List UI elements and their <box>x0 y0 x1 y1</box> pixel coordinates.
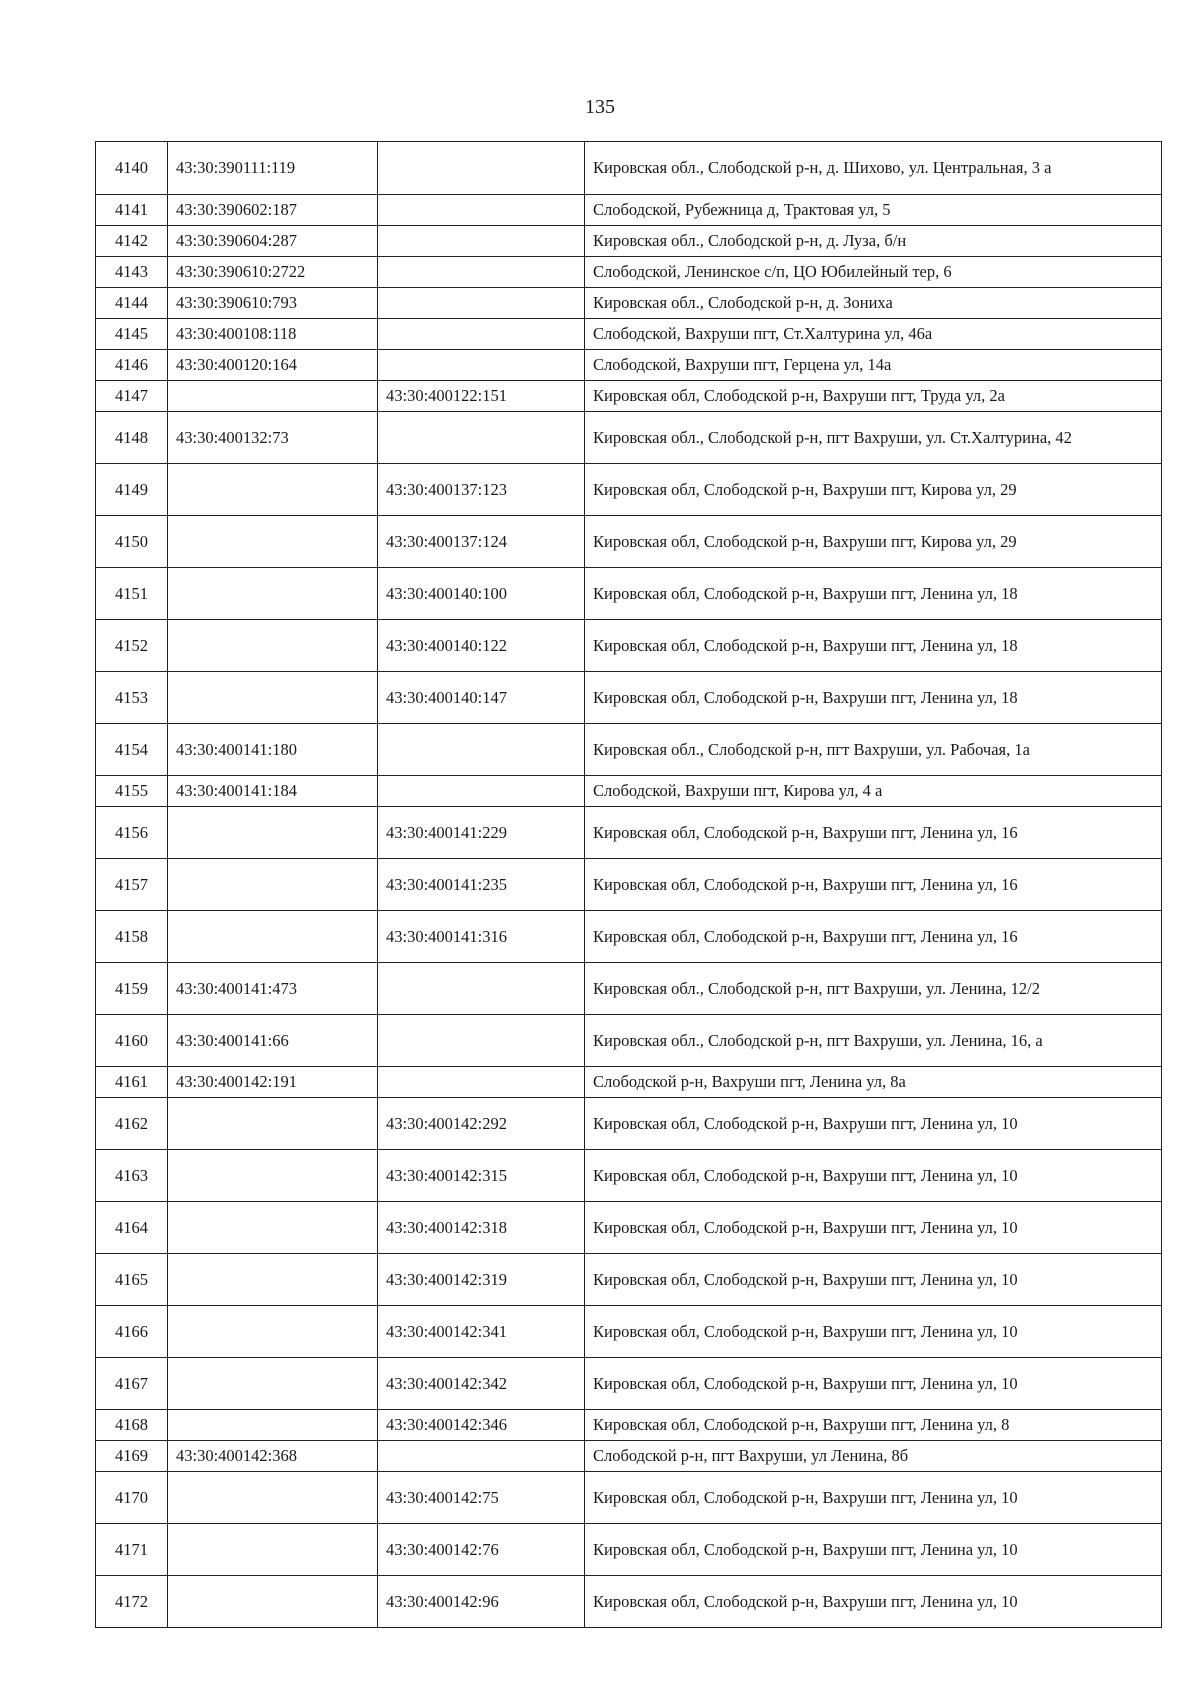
cadastral-number-cell <box>168 1098 378 1150</box>
address-cell: Кировская обл, Слободской р-н, Вахруши пгт, Ленина ул, 16 <box>585 859 1162 911</box>
row-number-cell: 4164 <box>96 1202 168 1254</box>
row-number-cell: 4153 <box>96 672 168 724</box>
row-number-cell: 4145 <box>96 319 168 350</box>
cadastral-number-alt-cell: 43:30:400140:100 <box>378 568 585 620</box>
cadastral-number-alt-cell: 43:30:400142:292 <box>378 1098 585 1150</box>
cadastral-number-alt-cell: 43:30:400142:96 <box>378 1576 585 1628</box>
address-cell: Кировская обл, Слободской р-н, Вахруши пгт, Ленина ул, 10 <box>585 1306 1162 1358</box>
table-row <box>96 1441 1162 1472</box>
cadastral-number-cell: 43:30:390111:119 <box>168 142 378 195</box>
row-number-cell: 4162 <box>96 1098 168 1150</box>
cadastral-number-cell <box>168 1358 378 1410</box>
cadastral-number-cell <box>168 859 378 911</box>
registry-table-body <box>96 142 1162 1628</box>
cadastral-number-alt-cell: 43:30:400141:316 <box>378 911 585 963</box>
table-row <box>96 1254 1162 1306</box>
cadastral-number-alt-cell: 43:30:400142:341 <box>378 1306 585 1358</box>
cadastral-number-cell: 43:30:390602:187 <box>168 195 378 226</box>
row-number-cell: 4172 <box>96 1576 168 1628</box>
table-row <box>96 257 1162 288</box>
table-row <box>96 1472 1162 1524</box>
cadastral-number-alt-cell: 43:30:400137:124 <box>378 516 585 568</box>
cadastral-number-cell <box>168 672 378 724</box>
row-number-cell: 4155 <box>96 776 168 807</box>
cadastral-number-cell: 43:30:400108:118 <box>168 319 378 350</box>
address-cell: Слободской, Рубежница д, Трактовая ул, 5 <box>585 195 1162 226</box>
address-cell: Кировская обл, Слободской р-н, Вахруши пгт, Ленина ул, 10 <box>585 1472 1162 1524</box>
address-cell: Кировская обл, Слободской р-н, Вахруши пгт, Ленина ул, 10 <box>585 1358 1162 1410</box>
address-cell: Кировская обл, Слободской р-н, Вахруши пгт, Ленина ул, 18 <box>585 620 1162 672</box>
cadastral-number-alt-cell <box>378 195 585 226</box>
row-number-cell: 4143 <box>96 257 168 288</box>
table-row <box>96 1150 1162 1202</box>
cadastral-number-cell <box>168 1524 378 1576</box>
cadastral-number-alt-cell: 43:30:400137:123 <box>378 464 585 516</box>
row-number-cell: 4142 <box>96 226 168 257</box>
table-row <box>96 350 1162 381</box>
address-cell: Кировская обл., Слободской р-н, пгт Вахруши, ул. Ленина, 16, а <box>585 1015 1162 1067</box>
table-row <box>96 464 1162 516</box>
cadastral-number-alt-cell <box>378 288 585 319</box>
table-row <box>96 1358 1162 1410</box>
cadastral-number-alt-cell: 43:30:400141:235 <box>378 859 585 911</box>
cadastral-number-alt-cell: 43:30:400140:147 <box>378 672 585 724</box>
cadastral-number-alt-cell: 43:30:400142:318 <box>378 1202 585 1254</box>
address-cell: Кировская обл, Слободской р-н, Вахруши пгт, Кирова ул, 29 <box>585 516 1162 568</box>
table-row <box>96 1067 1162 1098</box>
cadastral-number-alt-cell: 43:30:400142:75 <box>378 1472 585 1524</box>
cadastral-number-cell: 43:30:390604:287 <box>168 226 378 257</box>
cadastral-number-cell <box>168 464 378 516</box>
row-number-cell: 4147 <box>96 381 168 412</box>
address-cell: Слободской, Ленинское с/п, ЦО Юбилейный тер, 6 <box>585 257 1162 288</box>
table-row <box>96 724 1162 776</box>
table-row <box>96 1524 1162 1576</box>
address-cell: Слободской, Вахруши пгт, Кирова ул, 4 а <box>585 776 1162 807</box>
address-cell: Кировская обл, Слободской р-н, Вахруши пгт, Ленина ул, 18 <box>585 672 1162 724</box>
cadastral-number-cell: 43:30:400132:73 <box>168 412 378 464</box>
address-cell: Кировская обл, Слободской р-н, Вахруши пгт, Ленина ул, 16 <box>585 807 1162 859</box>
cadastral-number-alt-cell: 43:30:400142:319 <box>378 1254 585 1306</box>
address-cell: Кировская обл, Слободской р-н, Вахруши пгт, Ленина ул, 10 <box>585 1524 1162 1576</box>
cadastral-number-alt-cell <box>378 412 585 464</box>
address-cell: Кировская обл., Слободской р-н, пгт Вахруши, ул. Рабочая, 1а <box>585 724 1162 776</box>
address-cell: Кировская обл, Слободской р-н, Вахруши пгт, Ленина ул, 18 <box>585 568 1162 620</box>
row-number-cell: 4166 <box>96 1306 168 1358</box>
row-number-cell: 4165 <box>96 1254 168 1306</box>
address-cell: Кировская обл, Слободской р-н, Вахруши пгт, Ленина ул, 8 <box>585 1410 1162 1441</box>
page-number: 135 <box>585 96 615 118</box>
table-row <box>96 1202 1162 1254</box>
cadastral-number-cell <box>168 1576 378 1628</box>
cadastral-number-cell <box>168 1472 378 1524</box>
table-row <box>96 516 1162 568</box>
cadastral-number-alt-cell <box>378 257 585 288</box>
table-row <box>96 1410 1162 1441</box>
table-row <box>96 1306 1162 1358</box>
row-number-cell: 4158 <box>96 911 168 963</box>
cadastral-number-cell <box>168 1202 378 1254</box>
cadastral-number-cell: 43:30:390610:2722 <box>168 257 378 288</box>
cadastral-number-cell: 43:30:390610:793 <box>168 288 378 319</box>
row-number-cell: 4146 <box>96 350 168 381</box>
row-number-cell: 4140 <box>96 142 168 195</box>
cadastral-number-cell: 43:30:400141:66 <box>168 1015 378 1067</box>
table-row <box>96 226 1162 257</box>
row-number-cell: 4167 <box>96 1358 168 1410</box>
row-number-cell: 4161 <box>96 1067 168 1098</box>
cadastral-number-alt-cell <box>378 776 585 807</box>
cadastral-number-alt-cell <box>378 350 585 381</box>
cadastral-number-alt-cell <box>378 724 585 776</box>
row-number-cell: 4154 <box>96 724 168 776</box>
cadastral-number-alt-cell: 43:30:400140:122 <box>378 620 585 672</box>
row-number-cell: 4159 <box>96 963 168 1015</box>
row-number-cell: 4160 <box>96 1015 168 1067</box>
cadastral-number-cell: 43:30:400142:368 <box>168 1441 378 1472</box>
table-row <box>96 1098 1162 1150</box>
address-cell: Кировская обл, Слободской р-н, Вахруши пгт, Ленина ул, 10 <box>585 1576 1162 1628</box>
table-row <box>96 381 1162 412</box>
cadastral-number-cell <box>168 568 378 620</box>
table-row <box>96 1015 1162 1067</box>
table-row <box>96 911 1162 963</box>
table-row <box>96 412 1162 464</box>
row-number-cell: 4171 <box>96 1524 168 1576</box>
cadastral-number-alt-cell <box>378 1441 585 1472</box>
cadastral-number-cell <box>168 516 378 568</box>
address-cell: Слободской, Вахруши пгт, Герцена ул, 14а <box>585 350 1162 381</box>
row-number-cell: 4148 <box>96 412 168 464</box>
cadastral-number-alt-cell <box>378 226 585 257</box>
address-cell: Слободской р-н, пгт Вахруши, ул Ленина, 8б <box>585 1441 1162 1472</box>
cadastral-number-cell <box>168 620 378 672</box>
address-cell: Кировская обл., Слободской р-н, д. Зониха <box>585 288 1162 319</box>
cadastral-number-cell <box>168 1410 378 1441</box>
cadastral-number-cell <box>168 1306 378 1358</box>
row-number-cell: 4156 <box>96 807 168 859</box>
cadastral-number-cell <box>168 911 378 963</box>
row-number-cell: 4141 <box>96 195 168 226</box>
table-row <box>96 288 1162 319</box>
row-number-cell: 4169 <box>96 1441 168 1472</box>
cadastral-number-alt-cell <box>378 1067 585 1098</box>
address-cell: Кировская обл, Слободской р-н, Вахруши пгт, Ленина ул, 10 <box>585 1254 1162 1306</box>
cadastral-number-cell <box>168 807 378 859</box>
cadastral-number-cell <box>168 381 378 412</box>
table-row <box>96 142 1162 195</box>
cadastral-number-alt-cell: 43:30:400141:229 <box>378 807 585 859</box>
row-number-cell: 4149 <box>96 464 168 516</box>
cadastral-number-alt-cell <box>378 319 585 350</box>
table-row <box>96 195 1162 226</box>
table-row <box>96 807 1162 859</box>
table-row <box>96 568 1162 620</box>
row-number-cell: 4157 <box>96 859 168 911</box>
cadastral-number-cell: 43:30:400141:184 <box>168 776 378 807</box>
cadastral-number-alt-cell <box>378 963 585 1015</box>
address-cell: Кировская обл., Слободской р-н, пгт Вахруши, ул. Ленина, 12/2 <box>585 963 1162 1015</box>
cadastral-number-cell: 43:30:400120:164 <box>168 350 378 381</box>
cadastral-number-alt-cell: 43:30:400142:342 <box>378 1358 585 1410</box>
address-cell: Кировская обл, Слободской р-н, Вахруши пгт, Ленина ул, 10 <box>585 1202 1162 1254</box>
row-number-cell: 4144 <box>96 288 168 319</box>
address-cell: Слободской, Вахруши пгт, Ст.Халтурина ул, 46а <box>585 319 1162 350</box>
cadastral-number-alt-cell <box>378 1015 585 1067</box>
table-row <box>96 319 1162 350</box>
cadastral-number-cell: 43:30:400142:191 <box>168 1067 378 1098</box>
row-number-cell: 4150 <box>96 516 168 568</box>
cadastral-number-alt-cell: 43:30:400142:76 <box>378 1524 585 1576</box>
table-row <box>96 776 1162 807</box>
address-cell: Кировская обл, Слободской р-н, Вахруши пгт, Ленина ул, 10 <box>585 1098 1162 1150</box>
registry-table <box>95 141 1162 1628</box>
table-row <box>96 672 1162 724</box>
cadastral-number-cell <box>168 1150 378 1202</box>
row-number-cell: 4151 <box>96 568 168 620</box>
address-cell: Кировская обл, Слободской р-н, Вахруши пгт, Ленина ул, 16 <box>585 911 1162 963</box>
row-number-cell: 4170 <box>96 1472 168 1524</box>
cadastral-number-cell: 43:30:400141:180 <box>168 724 378 776</box>
cadastral-number-alt-cell: 43:30:400122:151 <box>378 381 585 412</box>
table-row <box>96 620 1162 672</box>
address-cell: Кировская обл, Слободской р-н, Вахруши пгт, Ленина ул, 10 <box>585 1150 1162 1202</box>
address-cell: Слободской р-н, Вахруши пгт, Ленина ул, 8а <box>585 1067 1162 1098</box>
row-number-cell: 4152 <box>96 620 168 672</box>
address-cell: Кировская обл., Слободской р-н, д. Шихово, ул. Центральная, 3 а <box>585 142 1162 195</box>
row-number-cell: 4168 <box>96 1410 168 1441</box>
table-row <box>96 859 1162 911</box>
cadastral-number-cell <box>168 1254 378 1306</box>
cadastral-number-alt-cell: 43:30:400142:315 <box>378 1150 585 1202</box>
table-row <box>96 963 1162 1015</box>
cadastral-number-alt-cell: 43:30:400142:346 <box>378 1410 585 1441</box>
address-cell: Кировская обл., Слободской р-н, пгт Вахруши, ул. Ст.Халтурина, 42 <box>585 412 1162 464</box>
row-number-cell: 4163 <box>96 1150 168 1202</box>
table-row <box>96 1576 1162 1628</box>
cadastral-number-alt-cell <box>378 142 585 195</box>
address-cell: Кировская обл., Слободской р-н, д. Луза, б/н <box>585 226 1162 257</box>
address-cell: Кировская обл, Слободской р-н, Вахруши пгт, Труда ул, 2а <box>585 381 1162 412</box>
cadastral-number-cell: 43:30:400141:473 <box>168 963 378 1015</box>
address-cell: Кировская обл, Слободской р-н, Вахруши пгт, Кирова ул, 29 <box>585 464 1162 516</box>
